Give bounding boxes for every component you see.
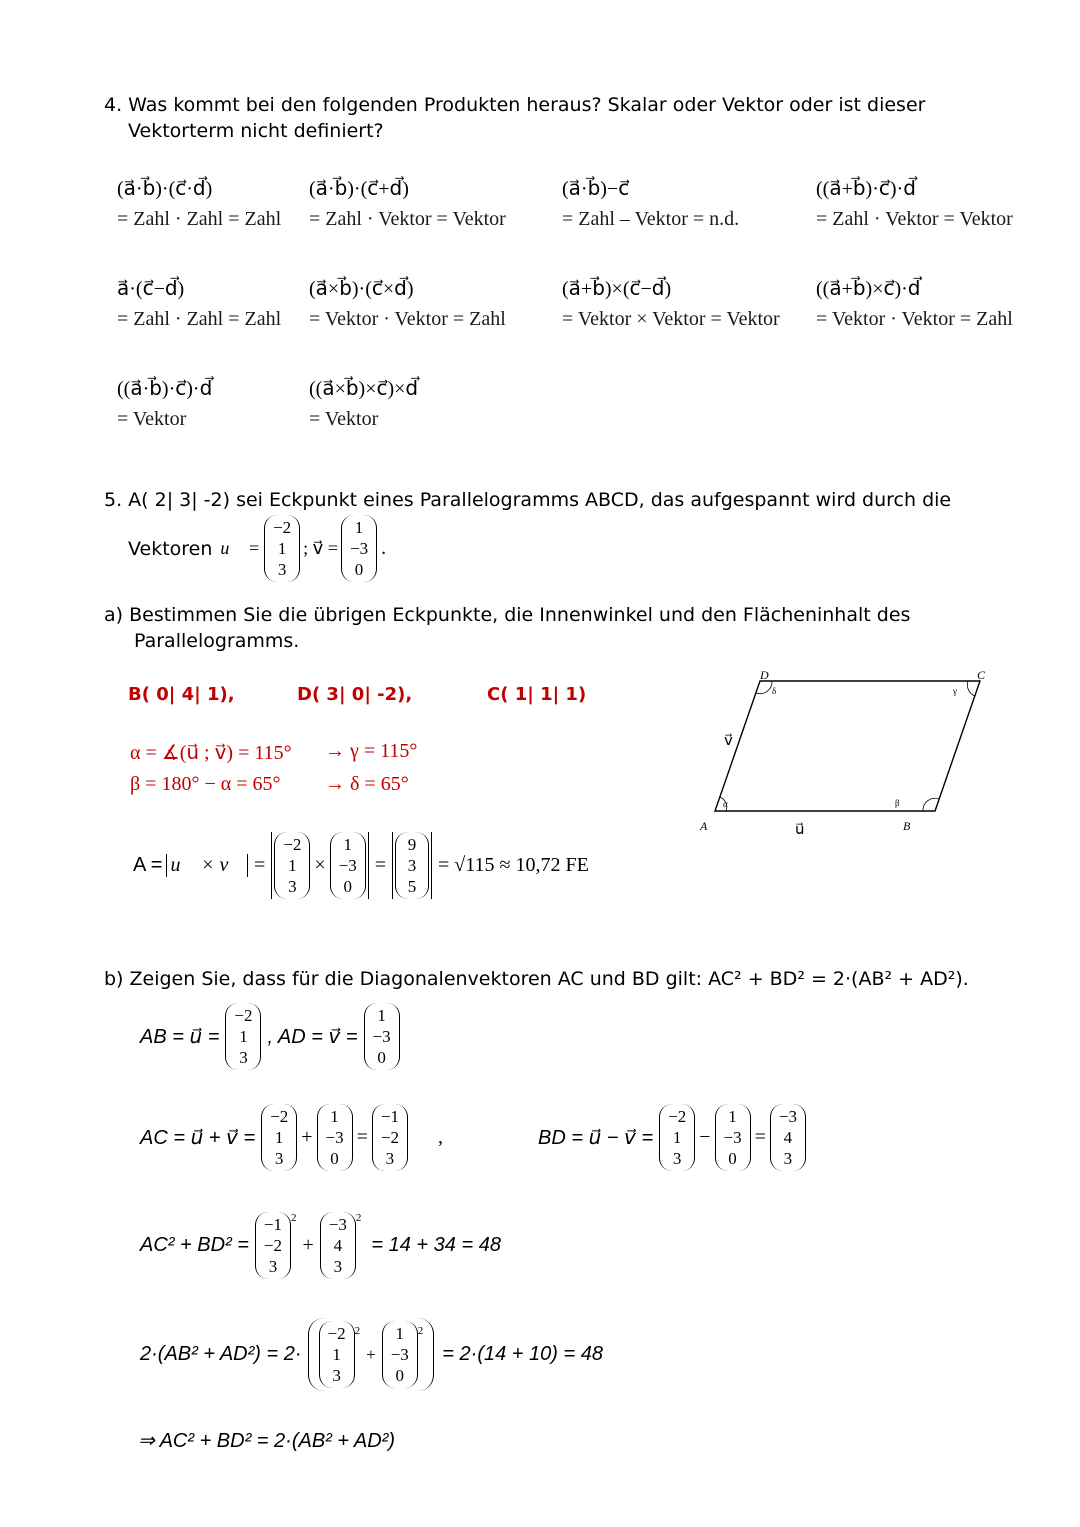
- bd-computation: BD = u⃗ − v⃗ = −2 1 3 − 1 −3 0 = −3 4 3: [538, 1104, 806, 1171]
- rhs-computation: [140, 1318, 603, 1391]
- sum-squares-label: AC² + BD² =: [140, 1234, 249, 1256]
- area-result: = √115 ≈ 10,72 FE: [438, 854, 589, 876]
- expr-2: (a⃗·b⃗)·(c⃗+d⃗): [309, 178, 409, 200]
- ab-squared: −2 1 3: [319, 1321, 355, 1388]
- parallelogram-outline: [715, 681, 980, 811]
- u-eq: u⃗ =: [220, 538, 261, 558]
- area-lhs: A =: [133, 854, 163, 876]
- expr-6: (a⃗×b⃗)·(c⃗×d⃗): [309, 278, 414, 300]
- expr-3: (a⃗·b⃗)−c⃗: [562, 178, 630, 200]
- period: .: [381, 537, 387, 559]
- vertex-a: A: [700, 819, 708, 833]
- expr-1: (a⃗·b⃗)·(c⃗·d⃗): [117, 178, 213, 200]
- beta-line: β = 180° − α = 65°: [130, 773, 281, 795]
- label-u: u⃗: [795, 822, 805, 838]
- task4-question-line1: 4. Was kommt bei den folgenden Produkten heraus? Skalar oder Vektor oder ist dieser: [104, 94, 926, 116]
- part-a-line1: a) Bestimmen Sie die übrigen Eckpunkte, die Innenwinkel und den Flächeninhalt des: [104, 604, 911, 626]
- expr-5: a⃗·(c⃗−d⃗): [117, 278, 185, 300]
- v-y: −3: [349, 539, 369, 558]
- abs-u-cross-v: u⃗ × v⃗: [166, 854, 248, 877]
- angle-gamma: γ: [953, 686, 957, 696]
- expr-10: ((a⃗×b⃗)×c⃗)×d⃗: [309, 378, 419, 400]
- bd-result: −3 4 3: [770, 1104, 806, 1171]
- part-a-line2: Parallelogramms.: [134, 630, 300, 652]
- vectors-label: Vektoren: [128, 537, 213, 560]
- u-z: 3: [277, 560, 287, 579]
- expr-9: ((a⃗·b⃗)·c⃗)·d⃗: [117, 378, 213, 400]
- rhs-bracket: −2 1 3 $^2$ + 1 −3 0 $^2$: [308, 1318, 435, 1391]
- ac-result: −1 −2 3: [372, 1104, 408, 1171]
- point-d: D( 3| 0| -2),: [297, 684, 413, 705]
- bd-u: −2 1 3: [659, 1104, 695, 1171]
- ab-label: AB = u⃗ =: [140, 1026, 220, 1048]
- vertex-b: B: [903, 819, 911, 833]
- task5-question-line1: 5. A( 2| 3| -2) sei Eckpunkt eines Parallelogramms ABCD, das aufgespannt wird durch die: [104, 489, 952, 511]
- sum-squares-computation: AC² + BD² = −1 −2 3 $^2$ + −3 4 3 $^2$ = 14 + 34 = 48: [140, 1212, 501, 1279]
- vertex-c: C: [977, 668, 986, 682]
- result-9: = Vektor: [117, 408, 187, 430]
- u-y: 1: [277, 539, 287, 558]
- gamma-line: → γ = 115°: [325, 740, 418, 762]
- cross-result: 9 3 5: [395, 832, 429, 899]
- expr-8: ((a⃗+b⃗)×c⃗)·d⃗: [816, 278, 921, 300]
- ab-vector: −2 1 3: [225, 1003, 261, 1070]
- bd-squared: −3 4 3: [320, 1212, 356, 1279]
- alpha-line: α = ∡(u⃗ ; v⃗) = 115°: [130, 742, 292, 764]
- point-b: B( 0| 4| 1),: [128, 684, 235, 705]
- delta-line: → δ = 65°: [325, 773, 409, 795]
- vertex-d: D: [760, 668, 769, 682]
- task4-question-line2: Vektorterm nicht definiert?: [128, 120, 384, 142]
- result-1: = Zahl · Zahl = Zahl: [117, 208, 282, 230]
- ac-v: 1 −3 0: [317, 1104, 353, 1171]
- result-6: = Vektor · Vektor = Zahl: [309, 308, 506, 330]
- cross-u: −2 1 3: [274, 832, 310, 899]
- result-8: = Vektor · Vektor = Zahl: [816, 308, 1013, 330]
- vector-v: [341, 515, 377, 582]
- bd-v: 1 −3 0: [715, 1104, 751, 1171]
- expr-4: ((a⃗+b⃗)·c⃗)·d⃗: [816, 178, 916, 200]
- parallelogram-diagram: [690, 660, 1000, 840]
- ad-vector: 1 −3 0: [364, 1003, 400, 1070]
- angle-arc-gamma: [967, 681, 975, 696]
- part-b-question: b) Zeigen Sie, dass für die Diagonalenvektoren AC und BD gilt: AC² + BD² = 2·(AB² + AD²).: [104, 968, 969, 990]
- ac-label: AC = u⃗ + v⃗ =: [140, 1127, 256, 1149]
- ac-u: −2 1 3: [261, 1104, 297, 1171]
- rhs-result: = 2·(14 + 10) = 48: [442, 1343, 603, 1365]
- result-10: = Vektor: [309, 408, 379, 430]
- angle-beta: β: [895, 798, 900, 808]
- result-7: = Vektor × Vektor = Vektor: [562, 308, 780, 330]
- angle-delta: δ: [772, 686, 777, 696]
- angle-alpha: α: [723, 799, 728, 809]
- area-computation: A = u⃗ × v⃗ = −2 1 3 × 1 −3 0 = 9 3 5 = √115 ≈ 10,72 FE: [133, 832, 589, 899]
- result-5: = Zahl · Zahl = Zahl: [117, 308, 282, 330]
- ac-squared: −1 −2 3: [255, 1212, 291, 1279]
- vector-u: [264, 515, 300, 582]
- ac-computation: AC = u⃗ + v⃗ = −2 1 3 + 1 −3 0 = −1 −2 3 ,: [140, 1104, 443, 1171]
- rhs-label: 2·(AB² + AD²) = 2·: [140, 1343, 302, 1365]
- u-x: −2: [273, 518, 292, 537]
- label-v: v⃗: [724, 733, 733, 749]
- ad-squared: 1 −3 0: [382, 1321, 418, 1388]
- v-z: 0: [354, 560, 364, 579]
- sum-squares-result: = 14 + 34 = 48: [371, 1234, 501, 1256]
- abs-cross-result: [392, 832, 432, 899]
- abs-cross-expr: −2 1 3 × 1 −3 0: [271, 832, 368, 899]
- ad-label: , AD = v⃗ =: [267, 1026, 358, 1048]
- expr-7: (a⃗+b⃗)×(c⃗−d⃗): [562, 278, 672, 300]
- result-2: = Zahl · Vektor = Vektor: [309, 208, 506, 230]
- bd-label: BD = u⃗ − v⃗ =: [538, 1127, 654, 1149]
- vectors-definition: [128, 515, 386, 582]
- v-x: 1: [354, 518, 364, 537]
- point-c: C( 1| 1| 1): [487, 684, 587, 705]
- result-3: = Zahl – Vektor = n.d.: [562, 208, 740, 230]
- cross-v: 1 −3 0: [330, 832, 366, 899]
- result-4: = Zahl · Vektor = Vektor: [816, 208, 1013, 230]
- ab-ad-definition: [140, 1003, 400, 1070]
- conclusion: ⇒ AC² + BD² = 2·(AB² + AD²): [138, 1430, 395, 1452]
- v-eq: ; v⃗ =: [303, 538, 338, 558]
